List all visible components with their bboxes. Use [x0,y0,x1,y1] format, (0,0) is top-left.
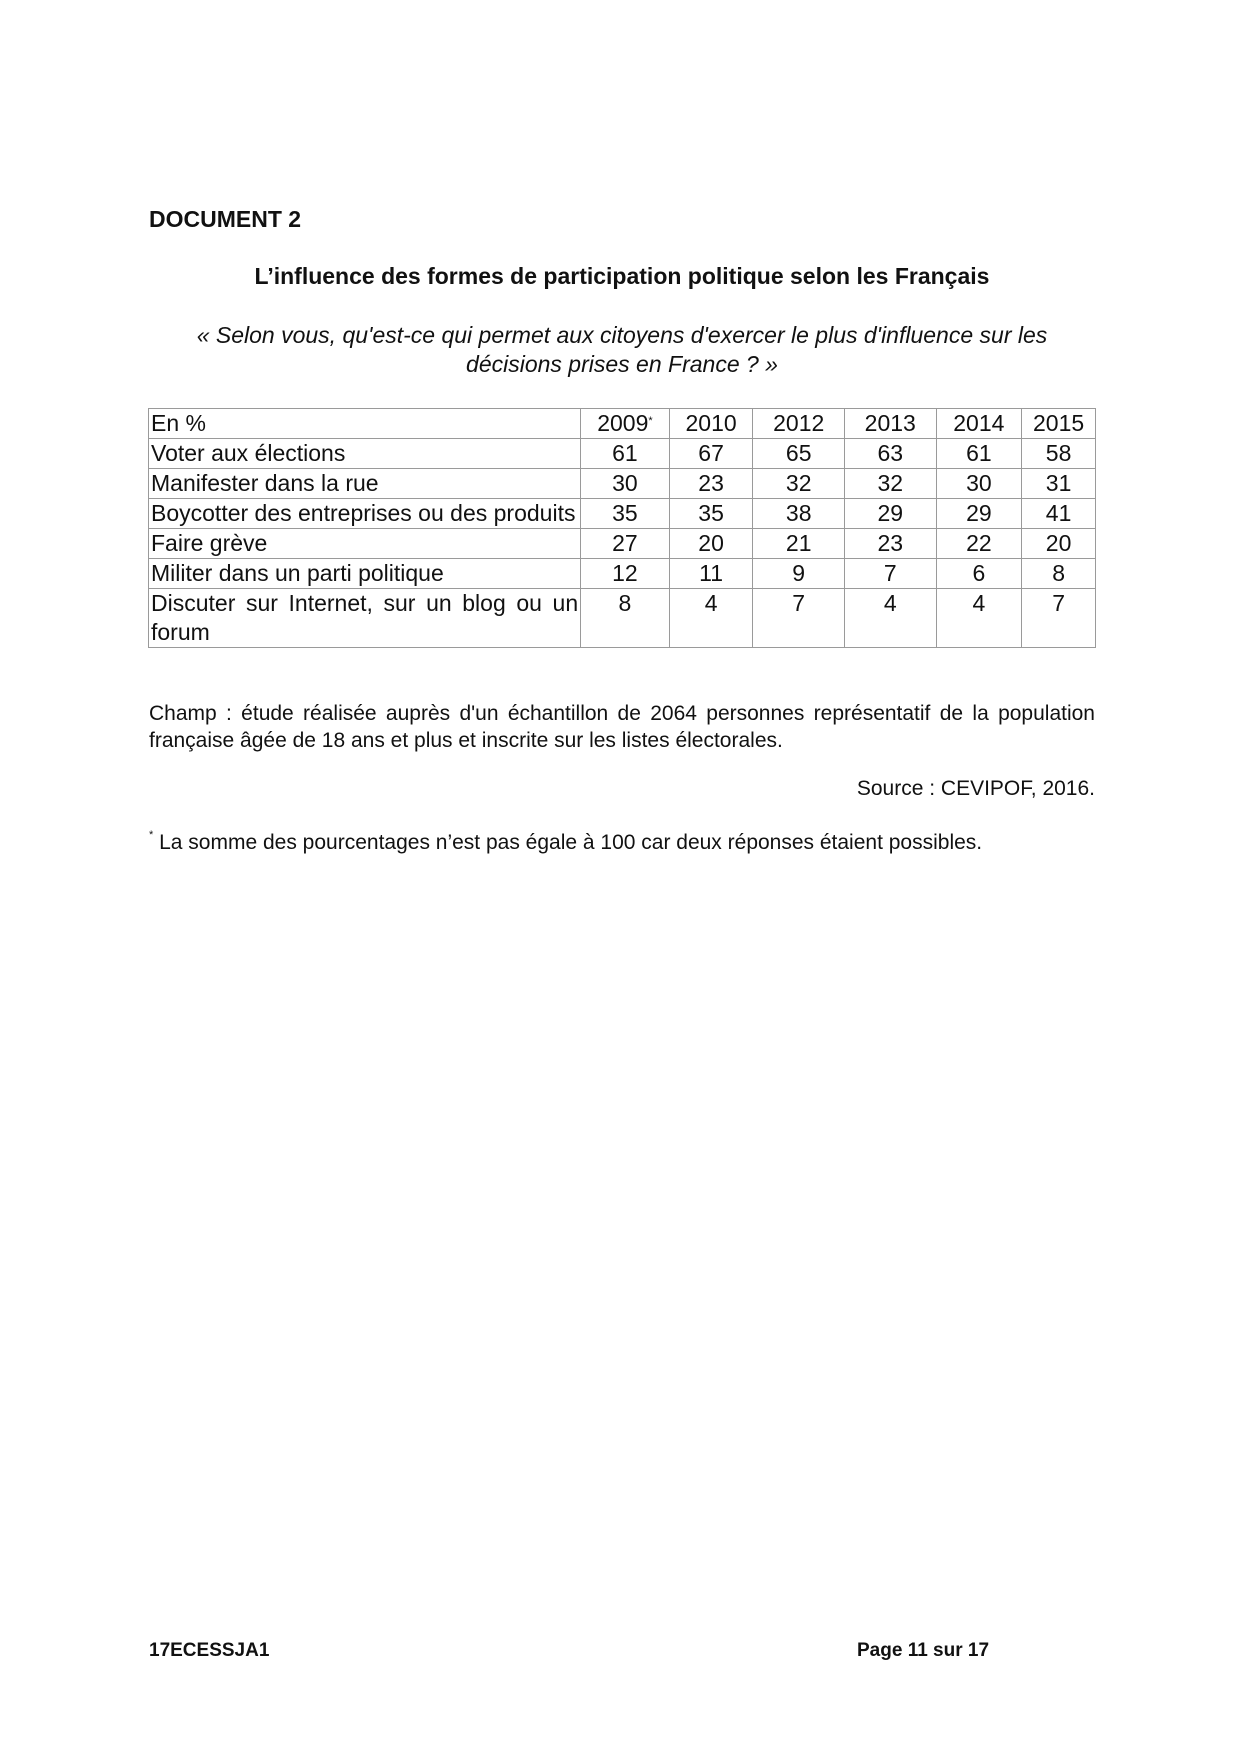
survey-question: « Selon vous, qu'est-ce qui permet aux citoyens d'exercer le plus d'influence sur les décisions prises en France ? » [196,322,1048,377]
table-cell: 23 [844,529,936,559]
table-cell: 12 [581,559,670,589]
table-cell: 22 [936,529,1022,559]
year-header [1022,409,1096,439]
row-label: Boycotter des entreprises ou des produits [149,499,581,529]
table-row [149,499,1096,529]
table-cell: 61 [581,439,670,469]
table-cell: 32 [753,469,845,499]
results-table-body [149,409,1096,648]
table-cell: 7 [844,559,936,589]
year-header [581,409,670,439]
table-cell: 20 [1022,529,1096,559]
table-cell: 41 [1022,499,1096,529]
table-corner-label: En % [149,409,581,439]
table-cell: 11 [669,559,753,589]
year-label: 2012 [773,410,825,436]
table-cell: 32 [844,469,936,499]
document-heading: DOCUMENT 2 [149,206,302,232]
champ-note: Champ : étude réalisée auprès d'un échantillon de 2064 personnes représentatif de la population française âgée de 18 ans et plus et inscrite sur les listes électorales. [149,702,1095,752]
year-header [844,409,936,439]
table-cell: 21 [753,529,845,559]
results-table [148,408,1096,648]
table-cell: 20 [669,529,753,559]
table-cell: 30 [581,469,670,499]
footnote-text: La somme des pourcentages n’est pas égale à 100 car deux réponses étaient possibles. [153,831,983,854]
table-cell: 7 [753,589,845,648]
table-cell: 63 [844,439,936,469]
year-label: 2015 [1033,410,1085,436]
table-cell: 4 [844,589,936,648]
footnote-mark: * [149,829,154,841]
footnote [149,831,982,855]
year-footnote-mark: * [648,415,653,427]
year-header [936,409,1022,439]
year-label: 2010 [685,410,737,436]
table-cell: 67 [669,439,753,469]
table-cell: 6 [936,559,1022,589]
source-note: Source : CEVIPOF, 2016. [856,777,1095,800]
table-cell: 35 [581,499,670,529]
table-cell: 29 [936,499,1022,529]
row-label: Manifester dans la rue [149,469,581,499]
table-cell: 38 [753,499,845,529]
row-label: Militer dans un parti politique [149,559,581,589]
year-label: 2009 [597,410,649,436]
table-cell: 30 [936,469,1022,499]
row-label: Faire grève [149,529,581,559]
table-cell: 4 [936,589,1022,648]
year-label: 2014 [953,410,1005,436]
table-row [149,469,1096,499]
table-cell: 31 [1022,469,1096,499]
table-row [149,589,1096,648]
table-cell: 27 [581,529,670,559]
table-cell: 8 [1022,559,1096,589]
table-row [149,529,1096,559]
footer-code: 17ECESSJA1 [149,1640,270,1661]
row-label: Discuter sur Internet, sur un blog ou un forum [149,589,581,648]
year-label: 2013 [864,410,916,436]
year-header [753,409,845,439]
table-cell: 65 [753,439,845,469]
document-title: L’influence des formes de participation politique selon les Français [254,263,990,289]
table-cell: 29 [844,499,936,529]
table-cell: 23 [669,469,753,499]
table-cell: 9 [753,559,845,589]
table-cell: 35 [669,499,753,529]
table-row [149,439,1096,469]
table-cell: 61 [936,439,1022,469]
table-row [149,559,1096,589]
table-cell: 8 [581,589,670,648]
footer-page-number: Page 11 sur 17 [857,1640,990,1661]
table-cell: 4 [669,589,753,648]
year-header [669,409,753,439]
row-label: Voter aux élections [149,439,581,469]
table-header-row [149,409,1096,439]
table-cell: 58 [1022,439,1096,469]
table-cell: 7 [1022,589,1096,648]
